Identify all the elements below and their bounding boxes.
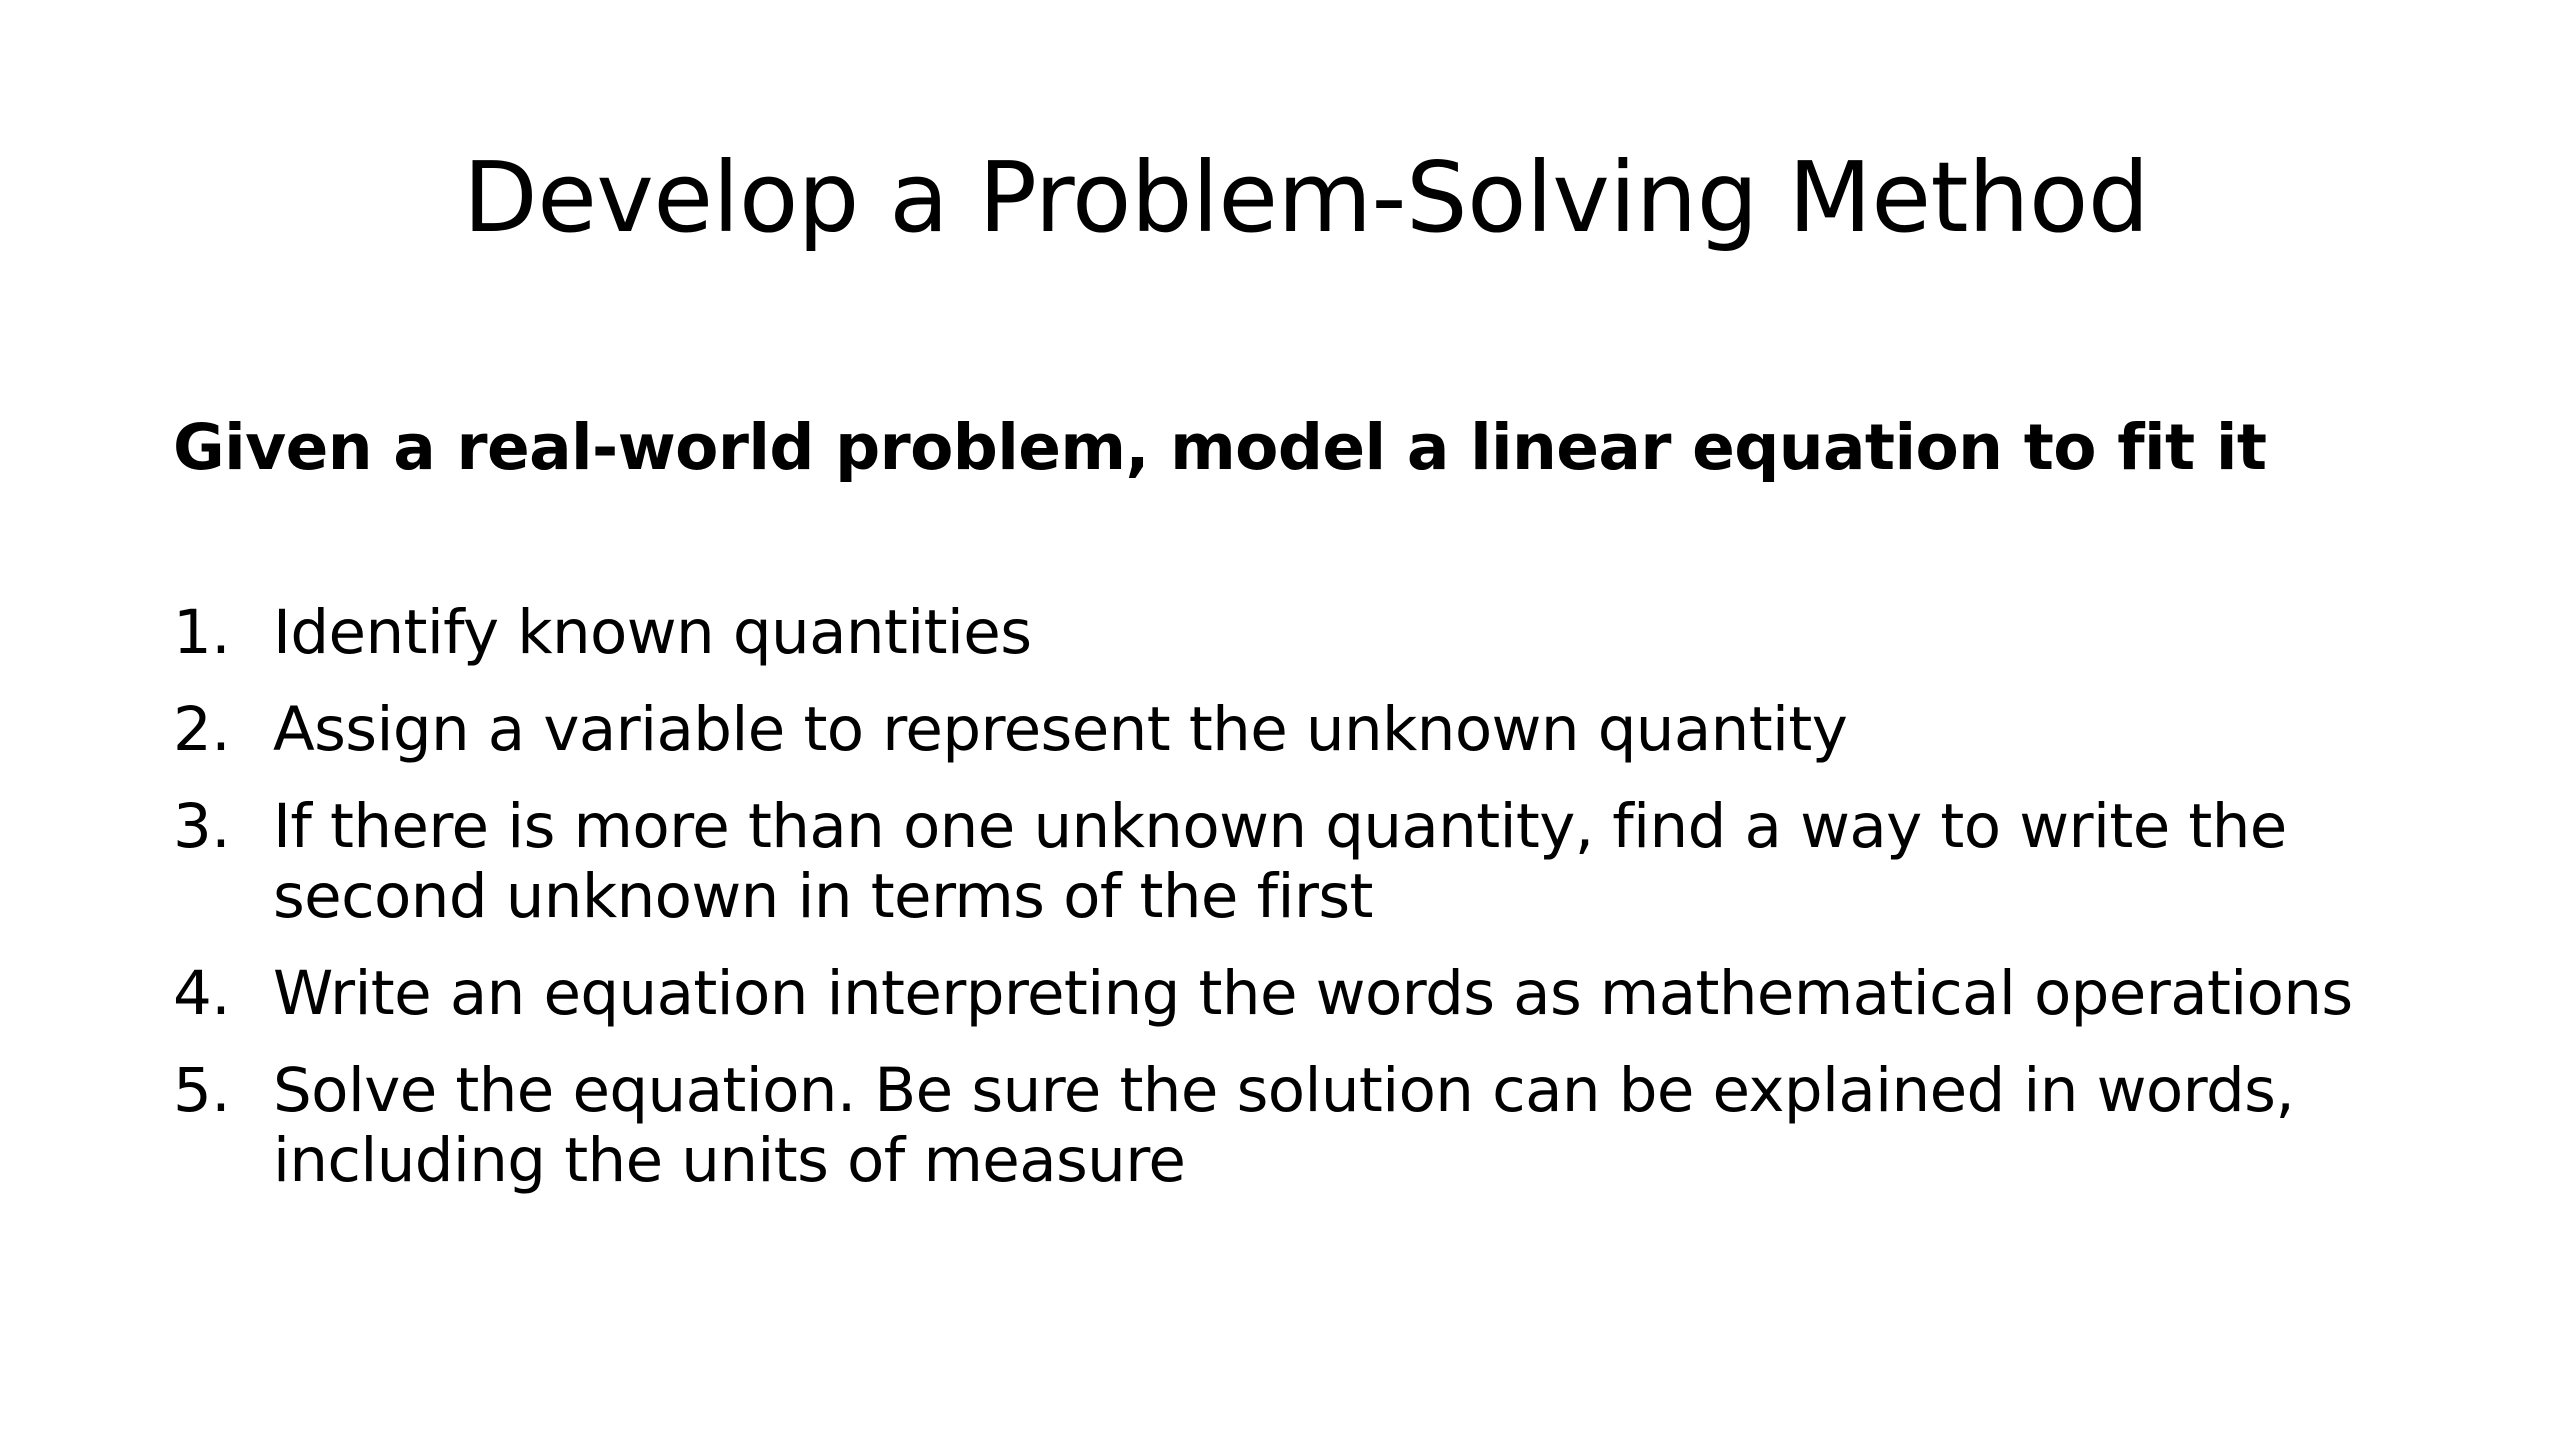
step-text: Solve the equation. Be sure the solution can be explained in words, including the units of measure — [273, 1055, 2295, 1196]
step-item — [173, 695, 2423, 765]
step-item — [173, 959, 2423, 1029]
step-number: 4. — [173, 958, 231, 1029]
step-number: 3. — [173, 791, 231, 862]
step-number: 2. — [173, 694, 231, 765]
step-text: Assign a variable to represent the unknown quantity — [273, 694, 1848, 765]
step-text: Identify known quantities — [273, 597, 1032, 668]
step-text: Write an equation interpreting the words as mathematical operations — [273, 958, 2353, 1029]
step-item — [173, 1056, 2423, 1196]
step-number: 5. — [173, 1055, 231, 1126]
step-item — [173, 792, 2423, 932]
steps-list — [173, 598, 2423, 1223]
slide-title: Develop a Problem-Solving Method — [463, 141, 2149, 254]
slide-subtitle: Given a real-world problem, model a linear equation to fit it — [173, 411, 2267, 484]
step-item — [173, 598, 2423, 668]
step-number: 1. — [173, 597, 231, 668]
step-text: If there is more than one unknown quantity, find a way to write the second unknown in terms of the first — [273, 791, 2287, 932]
